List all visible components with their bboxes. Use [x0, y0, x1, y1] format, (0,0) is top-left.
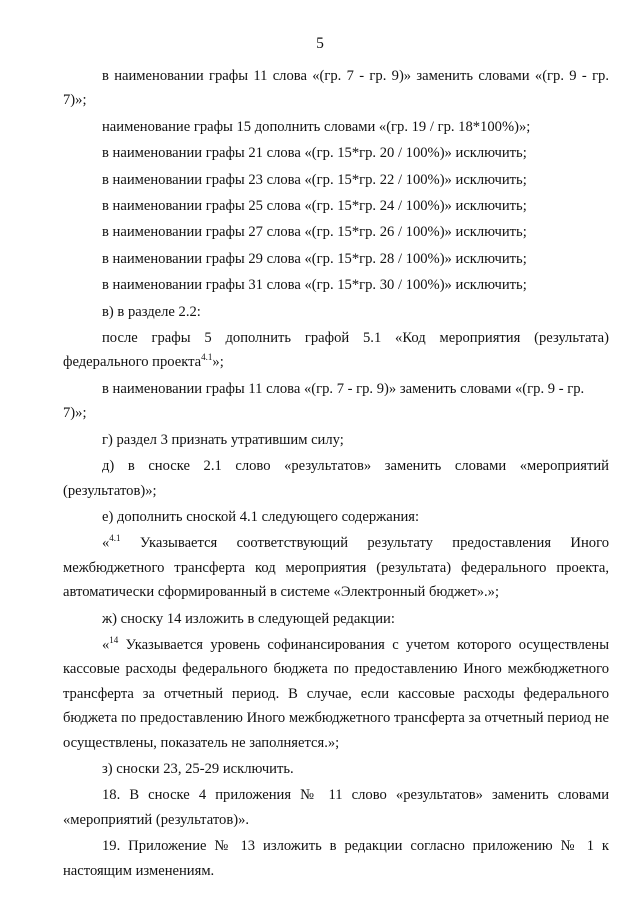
paragraph-item-19: 19. Приложение № 13 изложить в редакции согласно приложению № 1 к настоящим изменениям. — [63, 838, 609, 879]
paragraph-graph-29-remove: в наименовании графы 29 слова «(гр. 15*гр. 28 / 100%)» исключить; — [102, 250, 527, 267]
paragraph-graph-23-remove: в наименовании графы 23 слова «(гр. 15*гр. 22 / 100%)» исключить; — [102, 171, 527, 188]
paragraph-graph-25-remove: в наименовании графы 25 слова «(гр. 15*гр. 24 / 100%)» исключить; — [102, 198, 527, 215]
paragraph-add-graph-5-1-end: »; — [212, 354, 224, 371]
paragraph-add-graph-5-1 — [63, 326, 609, 375]
paragraph-item-18: 18. В сноске 4 приложения № 11 слово «результатов» заменить словами «мероприятий (результатов)». — [63, 787, 609, 828]
paragraph-footnotes-remove: з) сноски 23, 25-29 исключить. — [102, 760, 294, 777]
paragraph-section-2-2: в) в разделе 2.2: — [102, 303, 201, 320]
paragraph-add-footnote-4-1: е) дополнить сноской 4.1 следующего содержания: — [102, 508, 420, 525]
paragraph-footnote-2-1: д) в сноске 2.1 слово «результатов» заменить словами «мероприятий (результатов)»; — [63, 458, 609, 499]
paragraph-add-graph-5-1-text: после графы 5 дополнить графой 5.1 «Код мероприятия (результата) федерального проекта — [63, 330, 609, 371]
paragraph-footnote-14-edit: ж) сноску 14 изложить в следующей редакции: — [102, 610, 395, 627]
footnote-marker-14: 14 — [109, 634, 119, 645]
paragraph-graph-21-remove: в наименовании графы 21 слова «(гр. 15*гр. 20 / 100%)» исключить; — [102, 145, 527, 162]
paragraph-footnote-4-1-text — [63, 531, 609, 604]
paragraph-section-3-void: г) раздел 3 признать утратившим силу; — [102, 431, 344, 448]
paragraph-graph-11-rename-2-2: в наименовании графы 11 слова «(гр. 7 - гр. 9)» заменить словами «(гр. 9 - гр. 7)»; — [63, 380, 585, 422]
paragraph-graph-27-remove: в наименовании графы 27 слова «(гр. 15*гр. 26 / 100%)» исключить; — [102, 224, 527, 241]
footnote-marker-4-1: 4.1 — [109, 533, 121, 544]
page-number: 5 — [316, 35, 324, 52]
paragraph-footnote-14-text — [63, 633, 609, 755]
footnote-4-1-body: Указывается соответствующий результату предоставления Иного межбюджетного трансферта код мероприятия (результата) федерального проекта, автоматически сформированный в системе «Электронный бюджет».»; — [63, 535, 609, 601]
quote-open: « — [102, 535, 110, 552]
paragraph-graph-15-add: наименование графы 15 дополнить словами «(гр. 19 / гр. 18*100%)»; — [102, 118, 531, 135]
document-body — [63, 64, 609, 883]
paragraph-graph-31-remove: в наименовании графы 31 слова «(гр. 15*гр. 30 / 100%)» исключить; — [102, 277, 527, 294]
footnote-14-body: Указывается уровень софинансирования с учетом которого осуществлены кассовые расходы федерального бюджета по предоставлению Иного межбюджетного трансферта за отчетный период. В случае, если кассовые расходы федерального бюджета по предоставлению Иного межбюджетного трансферта за отчетный период не осуществлены, показатель не заполняется.»; — [63, 636, 609, 751]
quote-open-14: « — [102, 636, 110, 653]
paragraph-graph-11-rename: в наименовании графы 11 слова «(гр. 7 - гр. 9)» заменить словами «(гр. 9 - гр. 7)»; — [63, 68, 609, 109]
footnote-ref-4-1: 4.1 — [201, 352, 213, 363]
